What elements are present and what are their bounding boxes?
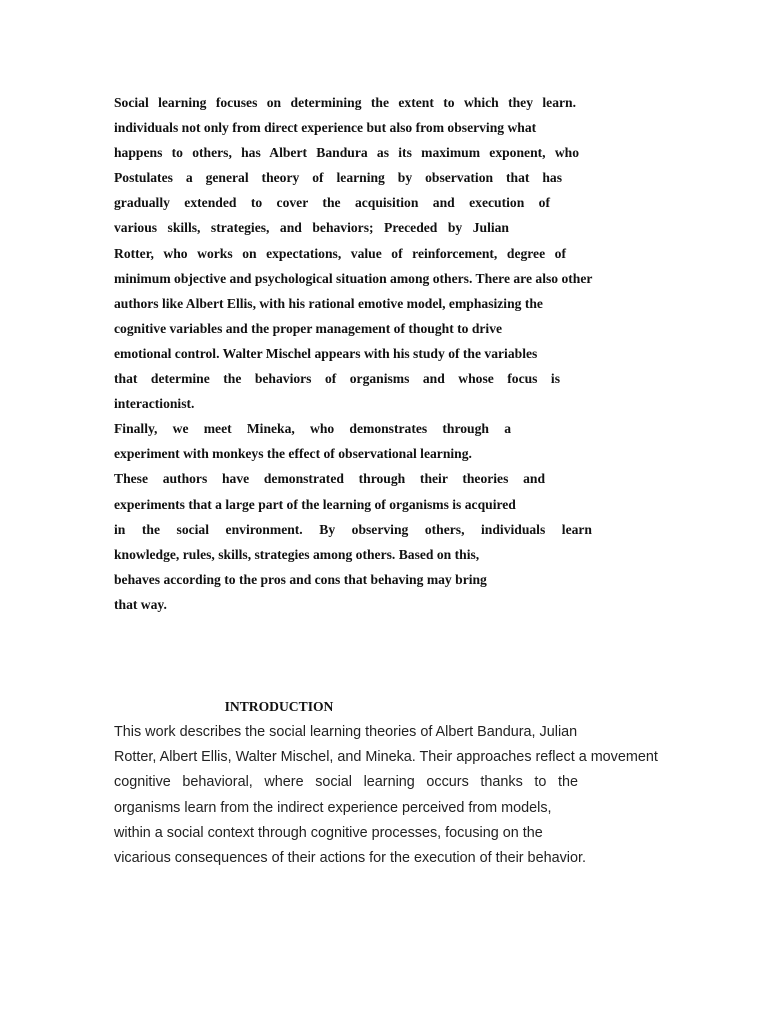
text-line: organisms learn from the indirect experience perceived from models, xyxy=(114,799,552,816)
text-line: happens to others, has Albert Bandura as its maximum exponent, who xyxy=(114,145,579,161)
text-line: emotional control. Walter Mischel appears with his study of the variables xyxy=(114,345,538,361)
text-line: This work describes the social learning theories of Albert Bandura, Julian xyxy=(114,724,578,740)
text-line: gradually extended to cover the acquisition and execution of xyxy=(114,195,550,211)
text-line: various skills, strategies, and behaviors; Preceded by Julian xyxy=(114,220,509,236)
text-line: experiment with monkeys the effect of observational learning. xyxy=(114,446,472,462)
text-line: Rotter, who works on expectations, value of reinforcement, degree of xyxy=(114,245,566,261)
text-line: These authors have demonstrated through their theories and xyxy=(114,471,545,487)
text-line: Social learning focuses on determining the extent to which they learn. xyxy=(114,95,576,110)
introduction-paragraph xyxy=(114,720,680,871)
text-line: that determine the behaviors of organisms and whose focus is xyxy=(114,371,560,387)
text-line: within a social context through cognitive processes, focusing on the xyxy=(114,824,543,841)
text-line: Rotter, Albert Ellis, Walter Mischel, and Mineka. Their approaches reflect a movement xyxy=(114,749,658,766)
text-line: individuals not only from direct experience but also from observing what xyxy=(114,120,537,136)
text-line: knowledge, rules, skills, strategies among others. Based on this, xyxy=(114,546,480,562)
text-line: that way. xyxy=(114,596,167,612)
text-line: in the social environment. By observing others, individuals learn xyxy=(114,521,592,537)
abstract-paragraph xyxy=(114,90,644,617)
text-line: interactionist. xyxy=(114,396,195,412)
text-line: minimum objective and psychological situation among others. There are also other xyxy=(114,270,593,286)
text-line: Finally, we meet Mineka, who demonstrates through a xyxy=(114,421,511,437)
text-line: authors like Albert Ellis, with his rational emotive model, emphasizing the xyxy=(114,295,543,311)
text-line: cognitive behavioral, where social learning occurs thanks to the xyxy=(114,774,578,791)
text-line: experiments that a large part of the learning of organisms is acquired xyxy=(114,496,516,512)
text-line: Postulates a general theory of learning by observation that has xyxy=(114,170,562,186)
introduction-heading: INTRODUCTION xyxy=(224,699,334,714)
text-line: cognitive variables and the proper management of thought to drive xyxy=(114,320,503,336)
text-line: behaves according to the pros and cons that behaving may bring xyxy=(114,571,487,587)
text-line: vicarious consequences of their actions for the execution of their behavior. xyxy=(114,849,586,866)
